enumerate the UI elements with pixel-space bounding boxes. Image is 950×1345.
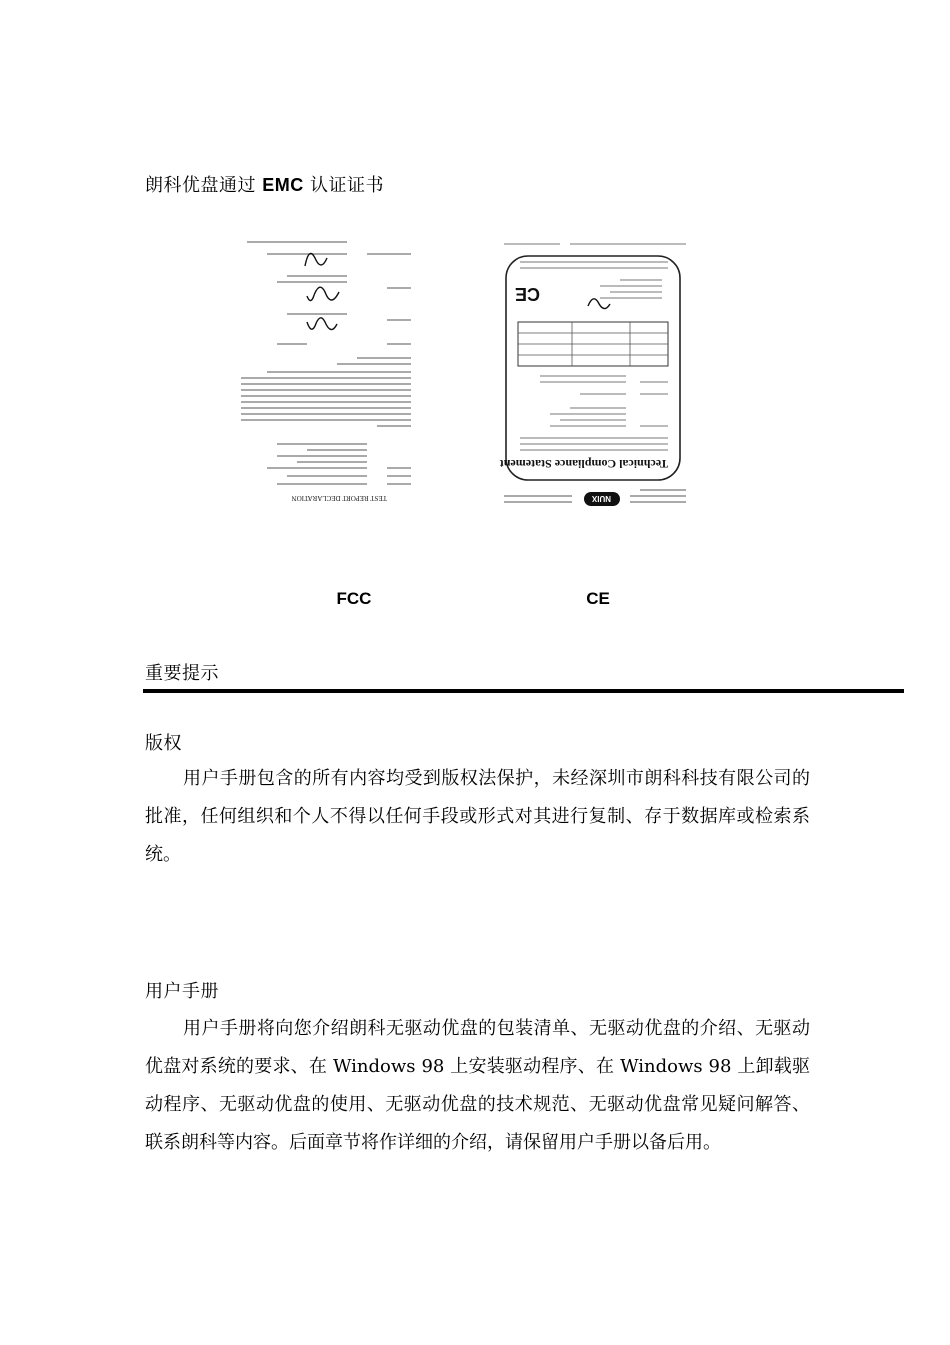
fcc-certificate-image bbox=[237, 228, 417, 510]
important-notice-title: 重要提示 bbox=[145, 663, 219, 684]
ce-certificate-image bbox=[498, 228, 690, 510]
user-manual-paragraph: 用户手册将向您介绍朗科无驱动优盘的包装清单、无驱动优盘的介绍、无驱动优盘对系统的要求、在 Windows 98 上安装驱动程序、在 Windows 98 上卸载驱动程序、无驱动优盘的使用、无驱动优盘的技术规范、无驱动优盘常见疑问解答、联系朗科等内容。后面章节将作详细的介绍，请保留用户手册以备后用。 bbox=[145, 1018, 810, 1153]
emc-heading-prefix: 朗科优盘通过 bbox=[145, 175, 263, 196]
copyright-paragraph: 用户手册包含的所有内容均受到版权法保护，未经深圳市朗科科技有限公司的批准，任何组织和个人不得以任何手段或形式对其进行复制、存于数据库或检索系统。 bbox=[145, 768, 810, 865]
section-divider bbox=[143, 689, 904, 693]
ce-cert-mark: CE bbox=[514, 284, 540, 304]
emc-heading-bold: EMC bbox=[262, 175, 304, 195]
emc-certificate-heading bbox=[145, 173, 384, 198]
copyright-title: 版权 bbox=[145, 733, 182, 754]
ce-cert-heading: Technical Compliance Statement bbox=[499, 457, 668, 471]
fcc-cert-heading: TEST REPORT DECLARATION bbox=[291, 494, 387, 502]
emc-heading-suffix: 认证证书 bbox=[303, 175, 384, 196]
fcc-caption: FCC bbox=[336, 589, 372, 608]
ce-caption: CE bbox=[586, 589, 610, 608]
ce-cert-logo: NUIX bbox=[591, 494, 611, 503]
user-manual-title: 用户手册 bbox=[145, 981, 219, 1002]
